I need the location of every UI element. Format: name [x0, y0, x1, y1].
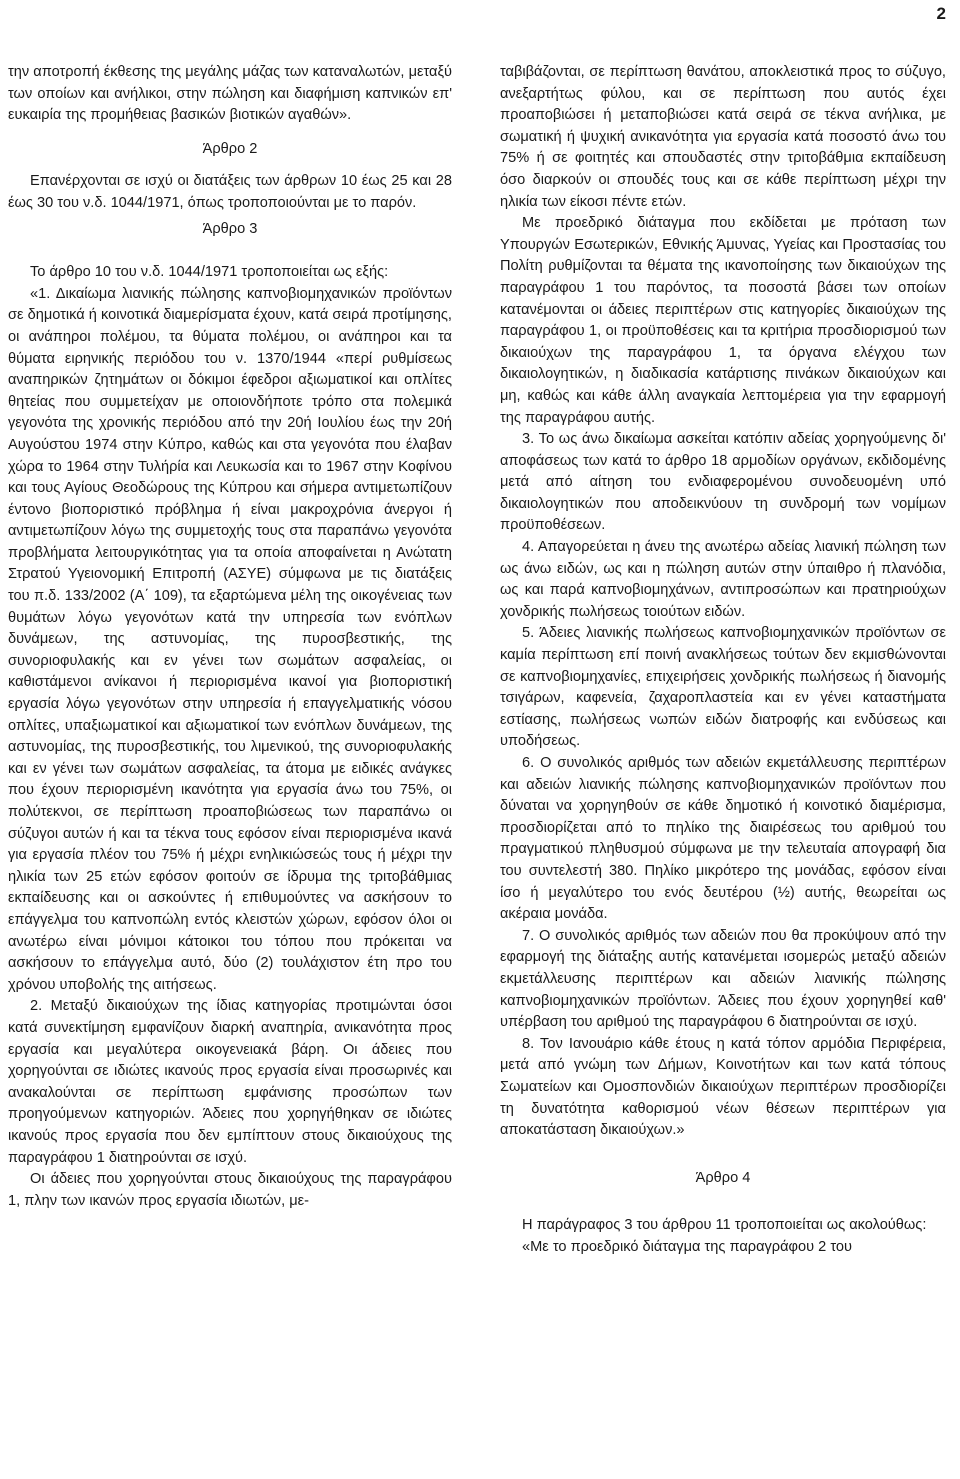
paragraph: 6. Ο συνολικός αριθμός των αδειών εκμετάλλευσης περιπτέρων και αδειών λιανικής πώλησης καπνοβιομηχανικών προϊόντων που δύναται να χορηγηθούν σε κάθε δημοτικό ή κοινοτικό διαμέρισμα, προσδιορίζεται από το πηλίκο της διαιρέσεως του αριθμού του πραγματικού πληθυσμού σύμφωνα με την τελευταία απογραφή δια του συντελεστή 380. Πηλίκο μικρότερο της μονάδας, εφόσον είναι ίσο ή μεγαλύτερο του ενός δευτέρου (½) αυτής, θεωρείται ως ακέραια μονάδα.: [500, 755, 946, 923]
article-4-heading: Άρθρο 4: [695, 1169, 751, 1186]
paragraph: Επανέρχονται σε ισχύ οι διατάξεις των άρθρων 10 έως 25 και 28 έως 30 του ν.δ. 1044/1971, όπως τροποποιούνται με το παρόν.: [8, 173, 452, 211]
paragraph: 4. Απαγορεύεται η άνευ της ανωτέρω αδείας λιανική πώληση των ως άνω ειδών, ως και η πώληση αυτών στην ύπαιθρο ή πλανόδια, ως και παρά καπνοβιομηχάνων, αντιπροσώπων και πρατηριούχων χονδρικής πωλήσεως τοιούτων ειδών.: [500, 539, 946, 620]
paragraph: 2. Μεταξύ δικαιούχων της ίδιας κατηγορίας προτιμώνται όσοι κατά συνεκτίμηση εμφανίζουν διαρκή αναπηρία, ανικανότητα προς εργασία και μεγαλύτερα οικογενειακά βάρη. Οι άδειες που χορηγούνται σε ιδιώτες ικανούς προς εργασία είναι προσωρινές και ανακαλούνται σε περίπτωση εμφάνισης προσώπων των προηγούμενων κατηγοριών. Άδειες που χορηγήθηκαν σε ιδιώτες ικανούς προς εργασία που δεν εμπίπτουν στους δικαιούχους της παραγράφου 1 διατηρούνται σε ισχύ.: [8, 998, 452, 1166]
paragraph: Με προεδρικό διάταγμα που εκδίδεται με πρόταση των Υπουργών Εσωτερικών, Εθνικής Άμυνας, Υγείας και Προστασίας του Πολίτη ρυθμίζονται τα θέματα της ικανοποίησης των δικαιούχων της παραγράφου 1 του παρόντος, τα ποσοστά βάσει των οποίων κατανέμονται οι άδειες περιπτέρων στις κατηγορίες δικαιούχων της παραγράφου 1, οι προϋποθέσεις και τα κριτήρια προσδιορισμού των δικαιούχων της παραγράφου 1, τα όργανα ελέγχου των δικαιολογητικών, η διαδικασία κατάρτισης πινάκων δικαιούχων και μη, καθώς και κάθε άλλη αναγκαία λεπτομέρεια για την εφαρμογή της παραγράφου αυτής.: [500, 215, 946, 426]
paragraph: ταβιβάζονται, σε περίπτωση θανάτου, αποκλειστικά προς το σύζυγο, ανεξαρτήτως φύλου, και σε περίπτωση που αυτός έχει προαποβιώσει ή μεταποβιώσει κατά σειρά σε τέκνα ανήλικα, με σωματική ή ψυχική ανικανότητα για εργασία κατά ποσοστό άνω του 75% ή σε φοιτητές και σπουδαστές στην τριτοβάθμια εκπαίδευση όσο διαρκούν οι σπουδές τους και σε κάθε περίπτωση μέχρι την ηλικία των είκοσι πέντε ετών.: [500, 64, 946, 210]
paragraph: 7. Ο συνολικός αριθμός των αδειών που θα προκύψουν από την εφαρμογή της διάταξης αυτής κατανέμεται ισομερώς μεταξύ αδειών εκμετάλλευσης περιπτέρων και αδειών λιανικής πώλησης καπνοβιομηχανικών προϊόντων. Άδειες που έχουν χορηγηθεί καθ' υπέρβαση του αριθμού της παραγράφου 6 διατηρούνται σε ισχύ.: [500, 927, 946, 1031]
article-3-heading: Άρθρο 3: [202, 220, 258, 237]
paragraph: «1. Δικαίωμα λιανικής πώλησης καπνοβιομηχανικών προϊόντων σε δημοτικά ή κοινοτικά διαμερίσματα έχουν, κατά σειρά προτίμησης, οι ανάπηροι πολέμου, τα θύματα πολέμου, οι ανάπηροι και τα θύματα ειρηνικής περιόδου του ν. 1370/1944 «περί ρυθμίσεως αναπηρικών ζητημάτων οι δόκιμοι έφεδροι αξιωματικοί και οπλίτες θητείας που συμμετείχαν με οποιονδήποτε τρόπο στα πολεμικά γεγονότα της χρονικής περιόδου από την 20ή Ιουλίου έως την 20ή Αυγούστου 1974 στην Κύπρο, καθώς και στα γεγονότα που έλαβαν χώρα το 1964 στην Τυλήρία και Λευκωσία και το 1967 στην Κοφίνου και τους Αγίους Θεοδώρους της Κύπρου και σήμερα αντιμετωπίζουν έντονο βιοποριστικό πρόβλημα ή είναι μακροχρόνια άνεργοι ή αντιμετωπίζουν λόγω της συμμετοχής τους στα παραπάνω γεγονότα προβλήματα λειτουργικότητας για τα οποία αποφαίνεται η Ανώτατη Στρατού Υγειονομική Επιτροπή (ΑΣΥΕ) σύμφωνα με τις διατάξεις του π.δ. 133/2002 (Α΄ 109), τα εξαρτώμενα μέλη της οικογένειας των θυμάτων λόγω γεγονότων κατά την υπηρεσία των ενόπλων δυνάμεων, της αστυνομίας, της πυροσβεστικής, της συνοριοφυλακής και εν γένει των σωμάτων ασφαλείας, οι καθιστάμενοι ανίκανοι ή περιορισμένα ικανοί για βιοποριστική εργασία λόγω γεγονότων στην υπηρεσία ή επαγγελματικής νόσου οπλίτες, υπαξιωματικοί και αξιωματικοί των ενόπλων δυνάμεων, της αστυνομίας, της πυροσβεστικής, του λιμενικού, της συνοριοφυλακής και εν γένει των σωμάτων ασφαλείας, τα άτομα με ειδικές ανάγκες που έχουν περιορισμένη ικανότητα για εργασία άνω του 75%, οι πολύτεκνοι, σε περίπτωση προαποβιώσεως των παραπάνω οι σύζυγοι αυτών ή και τα τέκνα τους εφόσον είναι περιορισμένα ικανά για εργασία πλέον του 75% ή μέχρι ενηλικιώσεώς τους ή μέχρι την ηλικία των 25 ετών εφόσον φοιτούν σε ίδρυμα της τριτοβάθμιας εκπαίδευσης και οι ασκούντες ή επιθυμούντες να ασκήσουν το επάγγελμα του καπνοπώλη εντός κλειστών χώρων, εφόσον όλοι οι ανωτέρω είναι μόνιμοι κάτοικοι του τόπου που πρόκειται να ασκήσουν το επάγγελμα αυτό, δύο (2) τουλάχιστον έτη προ του χρόνου υποβολής της αιτήσεως.: [8, 285, 452, 993]
paragraph: Οι άδειες που χορηγούνται στους δικαιούχους της παραγράφου 1, πλην των ικανών προς εργασία ιδιωτών, με-: [8, 1171, 452, 1209]
paragraph: Το άρθρο 10 του ν.δ. 1044/1971 τροποποιείται ως εξής:: [30, 264, 389, 281]
paragraph: «Με το προεδρικό διάταγμα της παραγράφου 2 του: [522, 1238, 852, 1255]
paragraph: 5. Άδειες λιανικής πωλήσεως καπνοβιομηχανικών προϊόντων σε καμία περίπτωση επί ποινή ανακλήσεως τούτων δεν εκμισθώνονται σε καπνοβιομηχανίες, επιχειρήσεις χονδρικής πωλήσεως ή διανομής τσιγάρων, καφενεία, ζαχαροπλαστεία και εν γένει καταστήματα εστίασης, πωλήσεως νωπών ειδών διατροφής και ενδύσεως και υποδήσεως.: [500, 625, 946, 750]
right-column: [500, 62, 946, 1258]
paragraph: 8. Τον Ιανουάριο κάθε έτους η κατά τόπον αρμόδια Περιφέρεια, μετά από γνώμη των Δήμων, Κοινοτήτων και των κατά τόπους Σωματείων και Ομοσπονδιών δικαιούχων περιπτέρων προσδιορίζει τη δυνατότητα καθορισμού νέων θέσεων περιπτέρων για αποκατάσταση δικαιούχων.»: [500, 1035, 946, 1139]
paragraph: την αποτροπή έκθεσης της μεγάλης μάζας των καταναλωτών, μεταξύ των οποίων και ανήλικοι, στην πώληση και διαφήμιση καπνικών επ' ευκαιρία της προμήθειας βασικών βιοτικών αγαθών».: [8, 64, 452, 124]
page-number: 2: [936, 4, 946, 23]
paragraph: Η παράγραφος 3 του άρθρου 11 τροποποιείται ως ακολούθως:: [522, 1217, 927, 1234]
left-column: [8, 62, 452, 1212]
article-2-heading: Άρθρο 2: [202, 140, 258, 157]
paragraph: 3. Το ως άνω δικαίωμα ασκείται κατόπιν αδείας χορηγούμενης δι' αποφάσεως των κατά το άρθρο 18 αρμοδίων οργάνων, εκδιδομένης μετά από αίτηση του ενδιαφερομένου συνοδευομένη υπό δικαιολογητικών που αποδεικνύουν τη συνδρομή των νομίμων προϋποθέσεων.: [500, 431, 946, 534]
